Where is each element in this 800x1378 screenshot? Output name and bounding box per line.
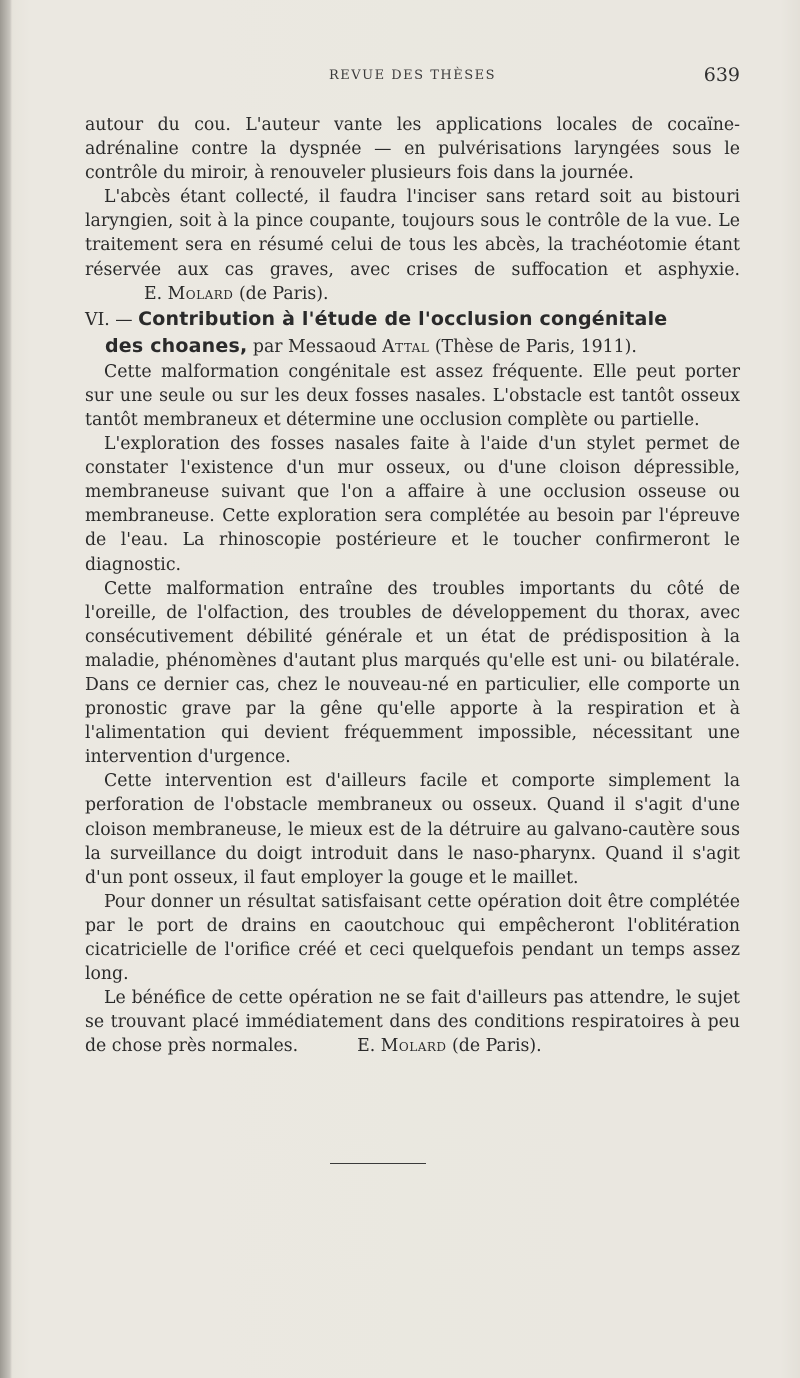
paragraph: Pour donner un résultat satisfaisant cette opération doit être complétée par le port de drains en caoutchouc qui empêcheront l'oblitération cicatricielle de l'orifice créé et ceci quelquefois pendant un temps assez long. — [85, 891, 740, 985]
section-author: Attal — [382, 336, 430, 357]
end-rule — [330, 1163, 426, 1164]
paragraph-with-signature — [85, 986, 740, 1058]
section-heading — [85, 306, 740, 360]
signature-initial: E. — [357, 1036, 376, 1057]
page-number: 639 — [703, 64, 740, 86]
signature-place: (de Paris). — [452, 1036, 542, 1057]
paragraph: L'exploration des fosses nasales faite à l'aide d'un stylet permet de constater l'existence d'un mur osseux, ou d'une cloison dépressible, membraneuse suivant que l'on a affaire à une occlusion osseuse ou membraneuse. Cette exploration sera complétée au besoin par l'épreuve de l'eau. La rhinoscopie postérieure et le toucher confirmeront le diagnostic. — [85, 434, 740, 575]
running-head: REVUE DES THÈSES — [329, 68, 496, 83]
signature — [338, 1034, 542, 1058]
paragraph-with-signature — [85, 185, 740, 305]
signature-place: (de Paris). — [238, 283, 329, 304]
paragraph: Cette malformation congénitale est assez fréquente. Elle peut porter sur une seule ou sur les deux fosses nasales. L'obstacle est tantôt osseux tantôt membraneux et détermine une occlusion complète ou partielle. — [85, 361, 740, 430]
paragraph-text: L'abcès étant collecté, il faudra l'inciser sans retard soit au bistouri laryngien, soit à la pince coupante, toujours sous le contrôle de la vue. Le traitement sera en résumé celui de tous les abcès, la trachéotomie étant réservée aux cas graves, avec crises de suffocation et asphyxie. — [85, 187, 740, 280]
section-title-line1: Contribution à l'étude de l'occlusion congénitale — [138, 307, 668, 330]
signature — [125, 282, 329, 306]
signature-name: Molard — [167, 283, 234, 304]
section-numeral: VI. — — [85, 309, 133, 330]
signature-initial: E. — [144, 283, 163, 304]
section-title-line2: des choanes, — [105, 334, 248, 357]
body-text — [85, 113, 740, 1058]
paragraph-text: Le bénéfice de cette opération ne se fait d'ailleurs pas attendre, le sujet se trouvant placé immédiatement dans des conditions respiratoires à peu de chose près normales. — [85, 988, 740, 1057]
section-thesis: (Thèse de Paris, 1911). — [434, 336, 637, 357]
paragraph: Cette intervention est d'ailleurs facile et comporte simplement la perforation de l'obstacle membraneux ou osseux. Quand il s'agit d'une cloison membraneuse, le mieux est de la détruire au galvano-cautère sous la surveillance du doigt introduit dans le naso-pharynx. Quand il s'agit d'un pont osseux, il faut employer la gouge et le maillet. — [85, 771, 740, 888]
paragraph: autour du cou. L'auteur vante les applications locales de cocaïne-adrénaline contre la dyspnée — en pulvérisations laryngées sous le contrôle du miroir, à renouveler plusieurs fois dans la journée. — [85, 115, 740, 184]
section-by: par Messaoud — [252, 336, 377, 357]
page-header — [85, 64, 740, 88]
paragraph: Cette malformation entraîne des troubles importants du côté de l'oreille, de l'olfaction, des troubles de développement du thorax, avec consécutivement débilité générale et un état de prédisposition à la maladie, phénomènes d'autant plus marqués qu'elle est uni- ou bilatérale. Dans ce dernier cas, chez le nouveau-né en particulier, elle comporte un pronostic grave par la gêne qu'elle apporte à la respiration et à l'alimentation qui devient fréquemment impossible, nécessitant une intervention d'urgence. — [85, 578, 740, 768]
signature-name: Molard — [380, 1036, 447, 1057]
binding-shadow — [0, 0, 12, 1378]
